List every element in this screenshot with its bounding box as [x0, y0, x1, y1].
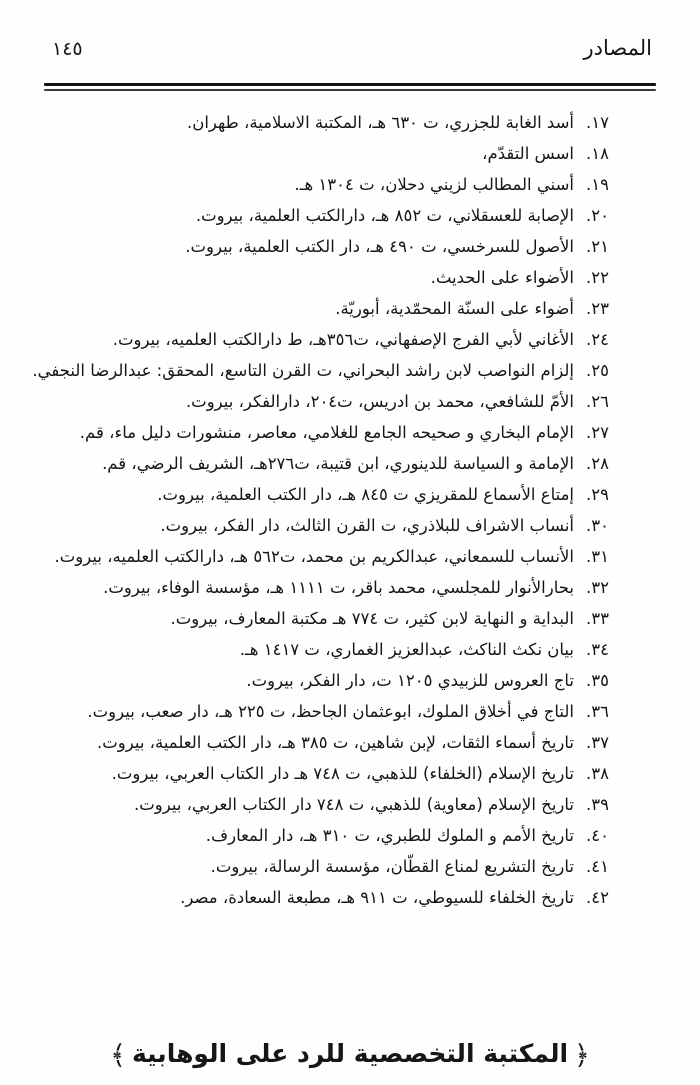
entry-text: تاريخ التشريع لمناع القطّان، مؤسسة الرسالة، بيروت. — [210, 857, 574, 876]
entry-text: الأنساب للسمعاني، عبدالكريم بن محمد، ت٥٦٢ هـ، دارالكتب العلميه، بيروت. — [54, 547, 574, 566]
entry-number: ١٧. — [586, 113, 609, 132]
entry-text: التاج في أخلاق الملوك، ابوعثمان الجاحظ، ت ٢٢٥ هـ، دار صعب، بيروت. — [87, 702, 574, 721]
entry-text: الإمام البخاري و صحيحه الجامع للغلامي، معاصر، منشورات دليل ماء، قم. — [79, 423, 574, 442]
list-item — [10, 882, 626, 913]
list-item — [10, 727, 626, 758]
entry-text: البداية و النهاية لابن كثير، ت ٧٧٤ هـ مكتبة المعارف، بيروت. — [170, 609, 574, 628]
list-item — [10, 448, 626, 479]
entry-number: ٣٩. — [586, 795, 609, 814]
entry-number: ٢١. — [586, 237, 609, 256]
entry-text: تاريخ الخلفاء للسيوطي، ت ٩١١ هـ، مطبعة السعادة، مصر. — [180, 888, 574, 907]
entry-number: ٢٢. — [586, 268, 609, 287]
entry-text: أسد الغابة للجزري، ت ٦٣٠ هـ، المكتبة الاسلامية، طهران. — [186, 113, 574, 132]
list-item — [10, 138, 626, 169]
list-item — [10, 758, 626, 789]
entry-number: ٣٠. — [586, 516, 609, 535]
entry-text: الأغاني لأبي الفرج الإصفهاني، ت٣٥٦هـ، ط دارالكتب العلميه، بيروت. — [112, 330, 574, 349]
header-rule — [44, 83, 656, 91]
list-item — [10, 851, 626, 882]
list-item — [10, 355, 626, 386]
entry-number: ٣٥. — [586, 671, 609, 690]
rule-thick-line — [44, 83, 656, 86]
list-item — [10, 169, 626, 200]
list-item — [10, 107, 626, 138]
entry-text: الأضواء على الحديث. — [430, 268, 574, 287]
page-title: المصادر — [583, 36, 652, 60]
list-item — [10, 231, 626, 262]
entry-number: ٢٩. — [586, 485, 609, 504]
entry-text: الأصول للسرخسي، ت ٤٩٠ هـ، دار الكتب العلمية، بيروت. — [185, 237, 574, 256]
list-item — [10, 696, 626, 727]
entry-number: ١٩. — [586, 175, 609, 194]
entry-number: ٣٣. — [586, 609, 609, 628]
list-item — [10, 479, 626, 510]
footer-library-title: المكتبة التخصصية للرد على الوهابية — [131, 1039, 569, 1068]
entry-text: بيان نكث الناكث، عبدالعزيز الغماري، ت ١٤١٧ هـ. — [239, 640, 574, 659]
entry-number: ٢٣. — [586, 299, 609, 318]
list-item — [10, 665, 626, 696]
ornate-bracket-left-icon: ﴾ — [110, 1040, 126, 1071]
list-item — [10, 820, 626, 851]
entry-number: ٤٠. — [586, 826, 609, 845]
list-item — [10, 789, 626, 820]
entry-text: اسس التقدّم، — [482, 144, 574, 163]
entry-text: إلزام النواصب لابن راشد البحراني، ت القرن التاسع، المحقق: عبدالرضا النجفي. — [32, 361, 574, 380]
entry-number: ٣٦. — [586, 702, 609, 721]
entry-text: إمتاع الأسماع للمقريزي ت ٨٤٥ هـ، دار الكتب العلمية، بيروت. — [157, 485, 574, 504]
entry-text: أضواء على السنّة المحمّدية، أبوريّة. — [335, 299, 574, 318]
entry-number: ٢٤. — [586, 330, 609, 349]
page-header — [0, 0, 700, 63]
entry-number: ٣١. — [586, 547, 609, 566]
entry-text: الإمامة و السياسة للدينوري، ابن قتيبة، ت٢٧٦هـ، الشريف الرضي، قم. — [102, 454, 574, 473]
list-item — [10, 293, 626, 324]
entry-number: ٣٧. — [586, 733, 609, 752]
ornate-bracket-right-icon: ﴿ — [574, 1040, 590, 1071]
entry-number: ٣٢. — [586, 578, 609, 597]
list-item — [10, 510, 626, 541]
entry-text: تاريخ الإسلام (معاوية) للذهبي، ت ٧٤٨ دار الكتاب العربي، بيروت. — [134, 795, 574, 814]
entry-number: ٢٦. — [586, 392, 609, 411]
entry-number: ٤١. — [586, 857, 609, 876]
entry-text: تاريخ الإسلام (الخلفاء) للذهبي، ت ٧٤٨ هـ دار الكتاب العربي، بيروت. — [111, 764, 574, 783]
entry-text: أنساب الاشراف للبلاذري، ت القرن الثالث، دار الفكر، بيروت. — [160, 516, 574, 535]
list-item — [10, 200, 626, 231]
list-item — [10, 417, 626, 448]
entry-number: ٣٤. — [586, 640, 609, 659]
entry-number: ٣٨. — [586, 764, 609, 783]
entry-number: ٢٧. — [586, 423, 609, 442]
entry-text: الأمّ للشافعي، محمد بن ادريس، ت٢٠٤، دارالفكر، بيروت. — [185, 392, 574, 411]
entry-number: ٢٠. — [586, 206, 609, 225]
entry-number: ١٨. — [586, 144, 609, 163]
list-item — [10, 324, 626, 355]
list-item — [10, 572, 626, 603]
entry-number: ٤٢. — [586, 888, 609, 907]
entry-text: تاريخ الأمم و الملوك للطبري، ت ٣١٠ هـ، دار المعارف. — [205, 826, 574, 845]
entry-number: ٢٨. — [586, 454, 609, 473]
list-item — [10, 634, 626, 665]
entry-text: تاج العروس للزبيدي ١٢٠٥ ت، دار الفكر، بيروت. — [246, 671, 574, 690]
list-item — [10, 541, 626, 572]
entry-number: ٢٥. — [586, 361, 609, 380]
page-footer — [0, 1039, 700, 1071]
list-item — [10, 603, 626, 634]
list-item — [10, 262, 626, 293]
source-list — [0, 91, 700, 913]
entry-text: تاريخ أسماء الثقات، لإبن شاهين، ت ٣٨٥ هـ، دار الكتب العلمية، بيروت. — [96, 733, 574, 752]
entry-text: بحارالأنوار للمجلسي، محمد باقر، ت ١١١١ هـ، مؤسسة الوفاء، بيروت. — [103, 578, 574, 597]
page-number: ١٤٥ — [52, 38, 83, 60]
entry-text: الإصابة للعسقلاني، ت ٨٥٢ هـ، دارالكتب العلمية، بيروت. — [195, 206, 574, 225]
entry-text: أسني المطالب لزيني دحلان، ت ١٣٠٤ هـ. — [294, 175, 574, 194]
list-item — [10, 386, 626, 417]
